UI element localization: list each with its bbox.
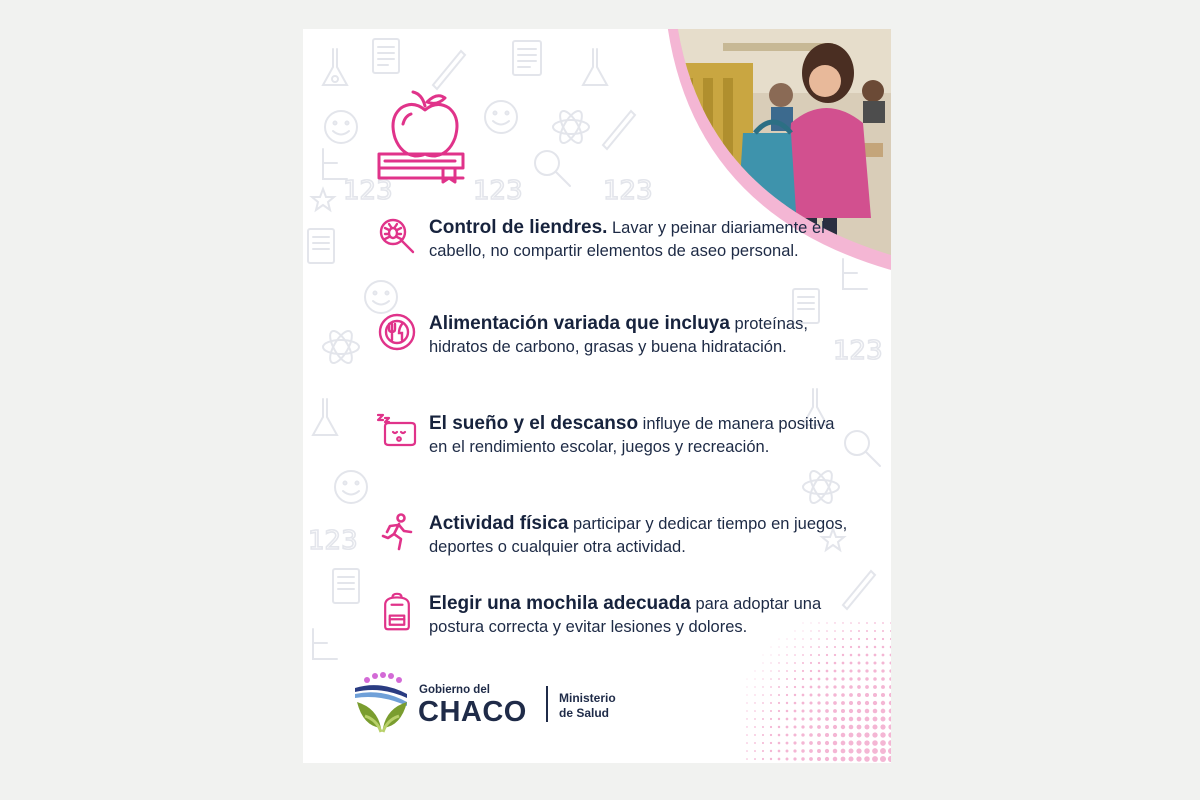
sleeping-pillow-icon bbox=[377, 412, 417, 452]
plate-fork-knife-icon bbox=[377, 312, 417, 352]
svg-text:123: 123 bbox=[343, 176, 393, 206]
item-body: proteínas, hidratos de carbono, grasas y buena hidratación. bbox=[429, 315, 808, 356]
poster bbox=[303, 29, 891, 763]
ministerio-label bbox=[559, 691, 616, 721]
running-person-icon bbox=[377, 512, 417, 552]
item-title: Control de liendres. bbox=[429, 217, 608, 238]
halftone-dots-decoration bbox=[743, 619, 891, 763]
item-title: Actividad física bbox=[429, 513, 569, 534]
svg-text:123: 123 bbox=[308, 526, 358, 556]
item-text bbox=[429, 312, 849, 359]
svg-text:123: 123 bbox=[473, 176, 523, 206]
magnifier-bug-icon bbox=[377, 216, 417, 256]
svg-text:123: 123 bbox=[833, 336, 883, 366]
item-title: El sueño y el descanso bbox=[429, 413, 639, 434]
item-body: Lavar y peinar diariamente el cabello, no compartir elementos de aseo personal. bbox=[429, 219, 825, 260]
gobierno-label: Gobierno del bbox=[419, 684, 490, 696]
ministerio-line-1: Ministerio bbox=[559, 691, 616, 705]
ministerio-line-2: de Salud bbox=[559, 706, 610, 720]
apple-book-icon bbox=[375, 84, 475, 184]
item-text bbox=[429, 592, 849, 639]
government-logo bbox=[353, 672, 653, 742]
svg-text:123: 123 bbox=[603, 176, 653, 206]
item-body: participar y dedicar tiempo en juegos, deportes o cualquier otra actividad. bbox=[429, 515, 848, 556]
item-title: Alimentación variada que incluya bbox=[429, 313, 730, 334]
logo-divider bbox=[546, 686, 548, 722]
item-text bbox=[429, 216, 849, 263]
item-title: Elegir una mochila adecuada bbox=[429, 593, 691, 614]
item-text bbox=[429, 412, 849, 459]
item-text bbox=[429, 512, 849, 559]
chaco-logo-icon bbox=[353, 672, 411, 734]
item-body: para adoptar una postura correcta y evitar lesiones y dolores. bbox=[429, 595, 822, 636]
chaco-wordmark: CHACO bbox=[418, 696, 527, 728]
item-body: influye de manera positiva en el rendimiento escolar, juegos y recreación. bbox=[429, 415, 835, 456]
backpack-icon bbox=[377, 592, 417, 632]
